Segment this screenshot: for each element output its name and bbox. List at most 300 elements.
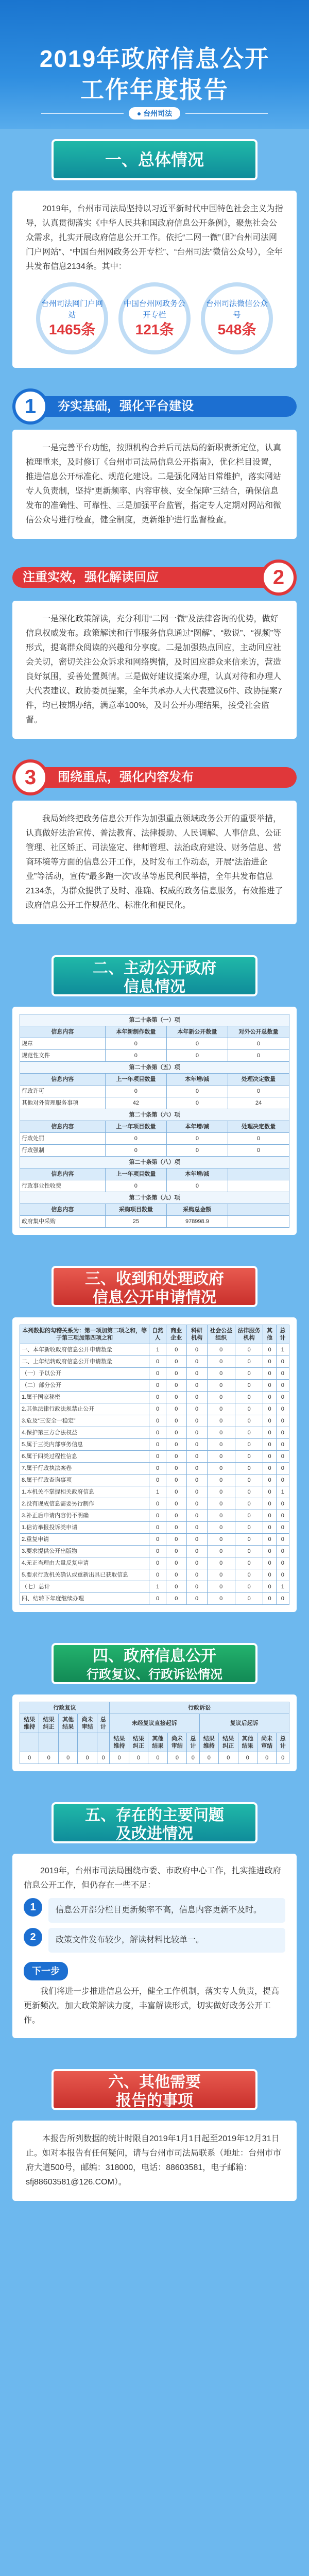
table-cell: 1 bbox=[276, 1581, 289, 1593]
table-cell: 0 bbox=[263, 1439, 276, 1451]
table-cell: 信息内容 bbox=[20, 1168, 106, 1180]
table-cell: 0 bbox=[207, 1557, 235, 1569]
table-cell: 0 bbox=[186, 1380, 207, 1392]
stat-wechat-num: 548条 bbox=[217, 321, 256, 337]
table-cell: 0 bbox=[199, 1752, 218, 1764]
table-cell: 0 bbox=[263, 1581, 276, 1593]
table-cell: 0 bbox=[207, 1451, 235, 1463]
table-cell: 处理决定数量 bbox=[228, 1121, 289, 1133]
banner bbox=[0, 0, 309, 129]
table-cell: 0 bbox=[105, 1180, 166, 1192]
table-cell: 0 bbox=[276, 1368, 289, 1380]
stat-wechat bbox=[201, 282, 273, 354]
table-cell: （一）予以公开 bbox=[20, 1368, 149, 1380]
table-row bbox=[20, 1546, 289, 1557]
table-row bbox=[20, 1109, 289, 1121]
table-row bbox=[20, 1026, 289, 1038]
table-cell: 0 bbox=[257, 1752, 276, 1764]
table-cell: 0 bbox=[149, 1380, 166, 1392]
table-cell: 其他对外管理服务事项 bbox=[20, 1097, 106, 1109]
table-cell: 规章 bbox=[20, 1038, 106, 1050]
table-cell: 0 bbox=[20, 1752, 39, 1764]
table-row bbox=[20, 1486, 289, 1498]
table-cell: 0 bbox=[186, 1451, 207, 1463]
table-cell: 0 bbox=[186, 1593, 207, 1605]
section5-title-line2: 及改进情况 bbox=[116, 1825, 193, 1842]
table-row bbox=[20, 1074, 289, 1086]
stat-wechat-label: 台州司法微信公众号 bbox=[205, 299, 268, 319]
table-cell: 0 bbox=[276, 1534, 289, 1546]
table-cell: 0 bbox=[186, 1368, 207, 1380]
table-cell: 0 bbox=[166, 1439, 186, 1451]
table-cell: 处理决定数量 bbox=[228, 1074, 289, 1086]
table-cell: 0 bbox=[166, 1498, 186, 1510]
table-cell: 本年新制作数量 bbox=[105, 1026, 166, 1038]
item1-title: 夯实基础，强化平台建设 bbox=[43, 396, 297, 417]
table-cell: 二、上年结转政府信息公开申请数量 bbox=[20, 1356, 149, 1368]
table-cell: 0 bbox=[149, 1510, 166, 1522]
table-cell: 0 bbox=[149, 1368, 166, 1380]
report-title-line2: 工作年度报告 bbox=[80, 76, 229, 103]
section2-title bbox=[36, 945, 273, 1007]
table-cell: 0 bbox=[166, 1522, 186, 1534]
section2-table-wrap bbox=[12, 1007, 297, 1235]
table-cell: 第二十条第（五）项 bbox=[20, 1062, 289, 1074]
table-cell: 0 bbox=[207, 1522, 235, 1534]
divider-left bbox=[41, 113, 124, 114]
table-cell: 0 bbox=[166, 1534, 186, 1546]
table-cell: 0 bbox=[149, 1546, 166, 1557]
table-row bbox=[20, 1192, 289, 1204]
table-cell: 0 bbox=[235, 1392, 263, 1403]
table-cell: 1.属于国家秘密 bbox=[20, 1392, 149, 1403]
table-cell: 0 bbox=[263, 1475, 276, 1486]
table-cell: 24 bbox=[228, 1097, 289, 1109]
table-cell: 0 bbox=[166, 1038, 228, 1050]
report-title-line1: 2019年政府信息公开 bbox=[39, 45, 270, 72]
table-cell: 0 bbox=[149, 1498, 166, 1510]
table-row bbox=[20, 1014, 289, 1026]
table-cell: 1 bbox=[149, 1581, 166, 1593]
table-cell: 0 bbox=[263, 1380, 276, 1392]
table-cell: 自然人 bbox=[149, 1325, 166, 1344]
table-cell: 总计 bbox=[276, 1325, 289, 1344]
table-cell: 0 bbox=[149, 1392, 166, 1403]
table-cell bbox=[228, 1180, 289, 1192]
stats-row bbox=[26, 274, 283, 357]
section6-title-line2: 报告的事项 bbox=[116, 2092, 193, 2109]
table-cell: 3.补正后申请内容仍不明确 bbox=[20, 1510, 149, 1522]
table-cell: 0 bbox=[186, 1439, 207, 1451]
table-cell: 0 bbox=[207, 1510, 235, 1522]
table-cell: 本年增/减 bbox=[166, 1121, 228, 1133]
table-cell: 尚未审结 bbox=[257, 1733, 276, 1752]
table-cell: 0 bbox=[276, 1451, 289, 1463]
table-row bbox=[20, 1344, 289, 1356]
table-cell: 0 bbox=[276, 1427, 289, 1439]
table-row bbox=[20, 1498, 289, 1510]
table-cell: 总计 bbox=[277, 1733, 289, 1752]
table-cell: 3.危及“三安全一稳定” bbox=[20, 1415, 149, 1427]
table-cell: 0 bbox=[166, 1344, 186, 1356]
table-cell: 0 bbox=[207, 1403, 235, 1415]
table-cell: 0 bbox=[263, 1356, 276, 1368]
section1-title-text: 一、总体情况 bbox=[105, 150, 204, 169]
table-row bbox=[20, 1157, 289, 1168]
table-cell: 0 bbox=[235, 1593, 263, 1605]
table-cell: 0 bbox=[186, 1356, 207, 1368]
table-cell: 0 bbox=[207, 1344, 235, 1356]
table-cell: 社会公益组织 bbox=[207, 1325, 235, 1344]
table-cell: 5.要求行政机关确认或重新出具已获取信息 bbox=[20, 1569, 149, 1581]
table-cell: 采购总金额 bbox=[166, 1204, 228, 1216]
table-row bbox=[20, 1439, 289, 1451]
table-row bbox=[20, 1121, 289, 1133]
table-cell: 0 bbox=[166, 1392, 186, 1403]
table-cell: 5.属于三类内部事务信息 bbox=[20, 1439, 149, 1451]
table-cell: 0 bbox=[186, 1581, 207, 1593]
table-cell: 0 bbox=[235, 1356, 263, 1368]
table-cell: 0 bbox=[207, 1569, 235, 1581]
section4-title-line2: 行政复议、行政诉讼情况 bbox=[87, 1668, 222, 1682]
table-cell: 0 bbox=[207, 1475, 235, 1486]
table-cell: 0 bbox=[263, 1546, 276, 1557]
table-cell: 2.没有现成信息需要另行制作 bbox=[20, 1498, 149, 1510]
table-cell: 0 bbox=[263, 1557, 276, 1569]
item3-card bbox=[12, 801, 297, 924]
table-cell: 规范性文件 bbox=[20, 1050, 106, 1062]
table-cell: 7.属于行政执法案卷 bbox=[20, 1463, 149, 1475]
table-cell: 四、结转下年度继续办理 bbox=[20, 1593, 149, 1605]
table-cell: 0 bbox=[277, 1752, 289, 1764]
table-cell: 0 bbox=[105, 1145, 166, 1157]
table-cell: 行政事业性收费 bbox=[20, 1180, 106, 1192]
table-cell bbox=[228, 1168, 289, 1180]
table-cell: 0 bbox=[39, 1752, 58, 1764]
table-row bbox=[20, 1368, 289, 1380]
table-row bbox=[20, 1593, 289, 1605]
table-cell: 0 bbox=[186, 1522, 207, 1534]
table-cell: 0 bbox=[166, 1356, 186, 1368]
table-row bbox=[20, 1392, 289, 1403]
section1-intro: 2019年，台州市司法局坚持以习近平新时代中国特色社会主义为指导，认真贯彻落实《中华人民共和国政府信息公开条例》，聚焦社会公众需求，扎实开展政府信息公开工作。依托“二网一微”（即“台州司法网门户网站”、“中国台州网政务公开专栏”、“台州司法”微信公众号），全年共发布信息2134条。其中： bbox=[26, 205, 283, 271]
table-row bbox=[20, 1325, 289, 1344]
table-row bbox=[20, 1522, 289, 1534]
section5-intro: 2019年，台州市司法局围绕市委、市政府中心工作，扎实推进政府信息公开工作，但仍存在一些不足： bbox=[24, 1867, 281, 1890]
item2-text: 一是深化政策解读，充分利用“二网一微”及法律咨询的优势，做好信息权威发布。政策解读和行事服务信息通过“图解”、“数说”、“视频”等形式，提高群众阅读的兴趣和分享度。二是加强热点回应，主动回应社会关切，密切关注公众诉求和网络舆情，及时回应群众来信来访，营造良好氛围，妥善处置舆情。三是做好建议提案办理，认真对待和办理人大代表建议、政协委员提案，全年共承办人大代表建议6件、政协提案7件，均已按期办结，满意率100%，及时公开办理结果，接受社会监督。 bbox=[26, 615, 282, 724]
table-cell: 0 bbox=[228, 1086, 289, 1097]
table-cell: 0 bbox=[166, 1180, 228, 1192]
table-cell: 0 bbox=[276, 1475, 289, 1486]
section6-card bbox=[12, 2121, 297, 2201]
table-cell: 0 bbox=[276, 1546, 289, 1557]
table-cell: 0 bbox=[186, 1498, 207, 1510]
table-row bbox=[20, 1569, 289, 1581]
table-cell: 0 bbox=[263, 1569, 276, 1581]
table-cell: 上一年项目数量 bbox=[105, 1168, 166, 1180]
active-disclosure-table bbox=[20, 1014, 289, 1228]
section3-table-wrap bbox=[12, 1317, 297, 1612]
table-cell: 0 bbox=[186, 1546, 207, 1557]
table-cell: 0 bbox=[276, 1569, 289, 1581]
table-cell: 0 bbox=[263, 1344, 276, 1356]
problem-1-text: 信息公开部分栏目更新频率不高，信息内容更新不及时。 bbox=[48, 1898, 285, 1923]
table-cell: 0 bbox=[276, 1593, 289, 1605]
table-cell: 0 bbox=[58, 1752, 77, 1764]
table-cell: 0 bbox=[235, 1534, 263, 1546]
table-cell: 0 bbox=[166, 1451, 186, 1463]
table-cell: 0 bbox=[166, 1050, 228, 1062]
table-cell: 其他结果 bbox=[58, 1714, 77, 1733]
table-cell: 信息内容 bbox=[20, 1026, 106, 1038]
table-cell: 0 bbox=[235, 1475, 263, 1486]
table-cell: 第二十条第（九）项 bbox=[20, 1192, 289, 1204]
table-cell: （二）部分公开 bbox=[20, 1380, 149, 1392]
table-cell: 0 bbox=[263, 1463, 276, 1475]
table-cell: 0 bbox=[263, 1427, 276, 1439]
table-row bbox=[20, 1086, 289, 1097]
table-cell: 上一年项目数量 bbox=[105, 1074, 166, 1086]
table-cell: 0 bbox=[186, 1475, 207, 1486]
table-cell: 0 bbox=[186, 1569, 207, 1581]
table-cell: 0 bbox=[276, 1498, 289, 1510]
table-cell: 0 bbox=[238, 1752, 257, 1764]
table-cell: 结果维持 bbox=[110, 1733, 129, 1752]
table-cell: 0 bbox=[105, 1086, 166, 1097]
section3-title-line1: 三、收到和处理政府 bbox=[85, 1270, 224, 1287]
table-cell: 0 bbox=[186, 1427, 207, 1439]
table-cell: 0 bbox=[235, 1581, 263, 1593]
table-cell: 行政强制 bbox=[20, 1145, 106, 1157]
table-row bbox=[20, 1451, 289, 1463]
table-row bbox=[20, 1204, 289, 1216]
next-step-label: 下一步 bbox=[24, 1962, 68, 1980]
table-cell: 0 bbox=[166, 1557, 186, 1569]
table-cell: 0 bbox=[149, 1569, 166, 1581]
table-cell: 0 bbox=[228, 1145, 289, 1157]
table-cell: 法律服务机构 bbox=[235, 1325, 263, 1344]
table-cell bbox=[228, 1204, 289, 1216]
table-cell: 2.其他法律行政法规禁止公开 bbox=[20, 1403, 149, 1415]
table-cell: 其他 bbox=[263, 1325, 276, 1344]
stat-portal-num: 1465条 bbox=[48, 321, 96, 337]
stat-column-label: 中国台州网政务公开专栏 bbox=[123, 299, 185, 319]
item1-card bbox=[12, 430, 297, 539]
table-cell: 0 bbox=[149, 1451, 166, 1463]
table-cell: 0 bbox=[186, 1403, 207, 1415]
table-cell: 0 bbox=[207, 1498, 235, 1510]
table-cell: 1 bbox=[149, 1344, 166, 1356]
table-cell: 0 bbox=[149, 1557, 166, 1569]
table-cell: 信息内容 bbox=[20, 1204, 106, 1216]
table-cell: 0 bbox=[235, 1557, 263, 1569]
table-cell bbox=[228, 1216, 289, 1228]
table-cell: 0 bbox=[207, 1486, 235, 1498]
table-cell: 0 bbox=[276, 1403, 289, 1415]
stat-portal bbox=[36, 282, 108, 354]
table-row bbox=[20, 1050, 289, 1062]
table-cell: 结果纠正 bbox=[129, 1733, 148, 1752]
table-cell: 0 bbox=[276, 1380, 289, 1392]
table-row bbox=[20, 1427, 289, 1439]
section6-text: 本报告所列数据的统计时限自2019年1月1日起至2019年12月31日止。如对本报告有任何疑问，请与台州市司法局联系（地址：台州市市府大道500号，邮编：318000，电话：88603581，电子邮箱：sfj88603581@126.COM）。 bbox=[26, 2134, 282, 2187]
table-cell: 0 bbox=[263, 1486, 276, 1498]
table-cell: 结果维持 bbox=[20, 1714, 39, 1733]
section1-title bbox=[36, 129, 273, 191]
table-cell: 第二十条第（八）项 bbox=[20, 1157, 289, 1168]
item2-title: 注重实效，强化解读回应 bbox=[12, 567, 266, 588]
table-cell: 采购项目数量 bbox=[105, 1204, 166, 1216]
table-cell: 0 bbox=[207, 1368, 235, 1380]
table-cell: 复议后起诉 bbox=[199, 1714, 289, 1733]
item1-num: 1 bbox=[12, 388, 48, 425]
table-row bbox=[20, 1702, 289, 1714]
table-cell: 0 bbox=[78, 1752, 97, 1764]
table-cell: 1 bbox=[276, 1344, 289, 1356]
table-cell: 0 bbox=[167, 1752, 186, 1764]
table-cell: 0 bbox=[276, 1463, 289, 1475]
table-cell: 0 bbox=[263, 1451, 276, 1463]
table-cell bbox=[78, 1733, 97, 1752]
table-cell: 其他结果 bbox=[238, 1733, 257, 1752]
section2-title-line2: 信息情况 bbox=[124, 978, 185, 995]
section1-card bbox=[12, 191, 297, 368]
table-cell: 0 bbox=[166, 1475, 186, 1486]
problem-1-num: 1 bbox=[24, 1898, 42, 1917]
table-cell: 0 bbox=[166, 1403, 186, 1415]
section4-title bbox=[36, 1633, 273, 1694]
table-cell: 0 bbox=[186, 1557, 207, 1569]
table-cell: 0 bbox=[166, 1086, 228, 1097]
section5-title bbox=[36, 1792, 273, 1854]
table-row bbox=[20, 1403, 289, 1415]
table-cell: 0 bbox=[276, 1392, 289, 1403]
table-cell: 3.要求提供公开出版物 bbox=[20, 1546, 149, 1557]
table-cell: 0 bbox=[149, 1475, 166, 1486]
table-row bbox=[20, 1145, 289, 1157]
table-cell: 42 bbox=[105, 1097, 166, 1109]
table-row bbox=[20, 1557, 289, 1569]
section6-title-line1: 六、其他需要 bbox=[108, 2074, 201, 2091]
item1-text: 一是完善平台功能，按照机构合并后司法局的新职责新定位，认真梳理重来，及时修订《台州市司法局信息公开指南》，优化栏目设置，推进信息公开标准化、规范化建设。二是强化网站日常维护，落实网站专人负责制，坚持“更新频率、内容审核、安全保障”三结合，确保信息发布的准确性、可靠性、三是加强平台监管，指定专人定期对网站和微信公众号进行检查，健全制度，更新维护进行监督检查。 bbox=[26, 444, 282, 524]
table-cell: 上一年项目数量 bbox=[105, 1121, 166, 1133]
table-cell: 0 bbox=[207, 1427, 235, 1439]
table-cell: 0 bbox=[149, 1439, 166, 1451]
table-cell: 0 bbox=[186, 1415, 207, 1427]
table-row bbox=[20, 1463, 289, 1475]
table-cell: 0 bbox=[207, 1534, 235, 1546]
table-cell: 0 bbox=[166, 1593, 186, 1605]
table-cell: 0 bbox=[129, 1752, 148, 1764]
table-cell: 0 bbox=[149, 1534, 166, 1546]
table-cell: 0 bbox=[166, 1569, 186, 1581]
table-cell: 0 bbox=[228, 1038, 289, 1050]
table-cell: 结果维持 bbox=[199, 1733, 218, 1752]
table-cell: 0 bbox=[263, 1403, 276, 1415]
table-cell: 0 bbox=[276, 1356, 289, 1368]
table-cell: 0 bbox=[166, 1581, 186, 1593]
stat-portal-label: 台州司法网门户网站 bbox=[41, 299, 103, 319]
section5-card bbox=[12, 1854, 297, 2038]
table-cell bbox=[97, 1733, 109, 1752]
table-cell: 0 bbox=[149, 1463, 166, 1475]
item2-num: 2 bbox=[261, 560, 297, 596]
table-cell: 0 bbox=[235, 1368, 263, 1380]
table-cell: 0 bbox=[235, 1498, 263, 1510]
item3-header bbox=[12, 754, 297, 801]
table-cell: 0 bbox=[276, 1522, 289, 1534]
section3-title bbox=[36, 1256, 273, 1317]
table-cell: 0 bbox=[207, 1415, 235, 1427]
table-cell: 0 bbox=[105, 1038, 166, 1050]
table-cell: 1 bbox=[149, 1486, 166, 1498]
table-row bbox=[20, 1038, 289, 1050]
table-cell: 结果纠正 bbox=[39, 1714, 58, 1733]
problem-2-text: 政策文件发布较少，解读材料比较单一。 bbox=[48, 1928, 285, 1953]
table-row bbox=[20, 1534, 289, 1546]
table-cell: 0 bbox=[235, 1451, 263, 1463]
table-cell: 0 bbox=[207, 1356, 235, 1368]
problem-2-num: 2 bbox=[24, 1928, 42, 1946]
table-cell: 0 bbox=[149, 1593, 166, 1605]
table-cell: 信息内容 bbox=[20, 1121, 106, 1133]
table-cell: 0 bbox=[105, 1133, 166, 1145]
next-step-text: 我们将进一步推进信息公开，健全工作机制，落实专人负责，提高更新频次。加大政策解读力度，丰富解读形式，切实做好政务公开工作。 bbox=[24, 1987, 280, 2025]
item1-header bbox=[12, 383, 297, 430]
table-cell: 信息内容 bbox=[20, 1074, 106, 1086]
table-cell: 结果纠正 bbox=[219, 1733, 238, 1752]
stat-column bbox=[118, 282, 191, 354]
table-cell: 0 bbox=[187, 1752, 199, 1764]
table-cell: 0 bbox=[186, 1486, 207, 1498]
table-row bbox=[20, 1097, 289, 1109]
table-cell: 1 bbox=[276, 1486, 289, 1498]
review-litigation-table bbox=[20, 1702, 289, 1764]
table-cell: 0 bbox=[110, 1752, 129, 1764]
table-cell: 科研机构 bbox=[186, 1325, 207, 1344]
table-row bbox=[20, 1216, 289, 1228]
table-cell: 行政复议 bbox=[20, 1702, 110, 1714]
item3-text: 我局始终把政务信息公开作为加强重点领域政务公开的重要举措，认真做好法治宣传、普法教育、法律援助、人民调解、人事信息、公证管理、社区矫正、司法鉴定、律师管理、法治政府建设、财务信息、营商环境等方面的信息公开工作，及时发布工作动态，开展“法治进企业”等活动，宣传“最多跑一次”改革等惠民利民举措，全年共发布信息2134条，为群众提供了及时、准确、权威的政务信息服务，有效推进了政府信息公开工作规范化、标准化和便民化。 bbox=[26, 815, 283, 910]
table-row bbox=[20, 1415, 289, 1427]
table-cell: 其他结果 bbox=[148, 1733, 167, 1752]
section5-title-line1: 五、存在的主要问题 bbox=[85, 1807, 224, 1824]
table-cell: 0 bbox=[235, 1522, 263, 1534]
table-row bbox=[20, 1714, 289, 1733]
table-cell: 0 bbox=[149, 1356, 166, 1368]
table-cell: 0 bbox=[166, 1546, 186, 1557]
table-cell: 0 bbox=[207, 1593, 235, 1605]
table-cell: 1.信访举报投诉类申请 bbox=[20, 1522, 149, 1534]
table-cell: 本年新公开数量 bbox=[166, 1026, 228, 1038]
section2-title-line1: 二、主动公开政府 bbox=[93, 960, 216, 977]
table-cell: 一、本年新收政府信息公开申请数量 bbox=[20, 1344, 149, 1356]
table-row bbox=[20, 1180, 289, 1192]
table-cell: 0 bbox=[235, 1546, 263, 1557]
section4-title-line1: 四、政府信息公开 bbox=[93, 1648, 216, 1665]
dept-badge: ● 台州司法 bbox=[129, 107, 180, 120]
table-cell: 尚未审结 bbox=[167, 1733, 186, 1752]
table-cell: 0 bbox=[97, 1752, 109, 1764]
table-cell: 0 bbox=[263, 1593, 276, 1605]
table-row bbox=[20, 1510, 289, 1522]
table-cell: 0 bbox=[166, 1145, 228, 1157]
table-row bbox=[20, 1133, 289, 1145]
table-cell: 0 bbox=[235, 1510, 263, 1522]
table-cell: 尚未审结 bbox=[78, 1714, 97, 1733]
table-cell: 6.属于四类过程性信息 bbox=[20, 1451, 149, 1463]
table-cell: 0 bbox=[207, 1392, 235, 1403]
